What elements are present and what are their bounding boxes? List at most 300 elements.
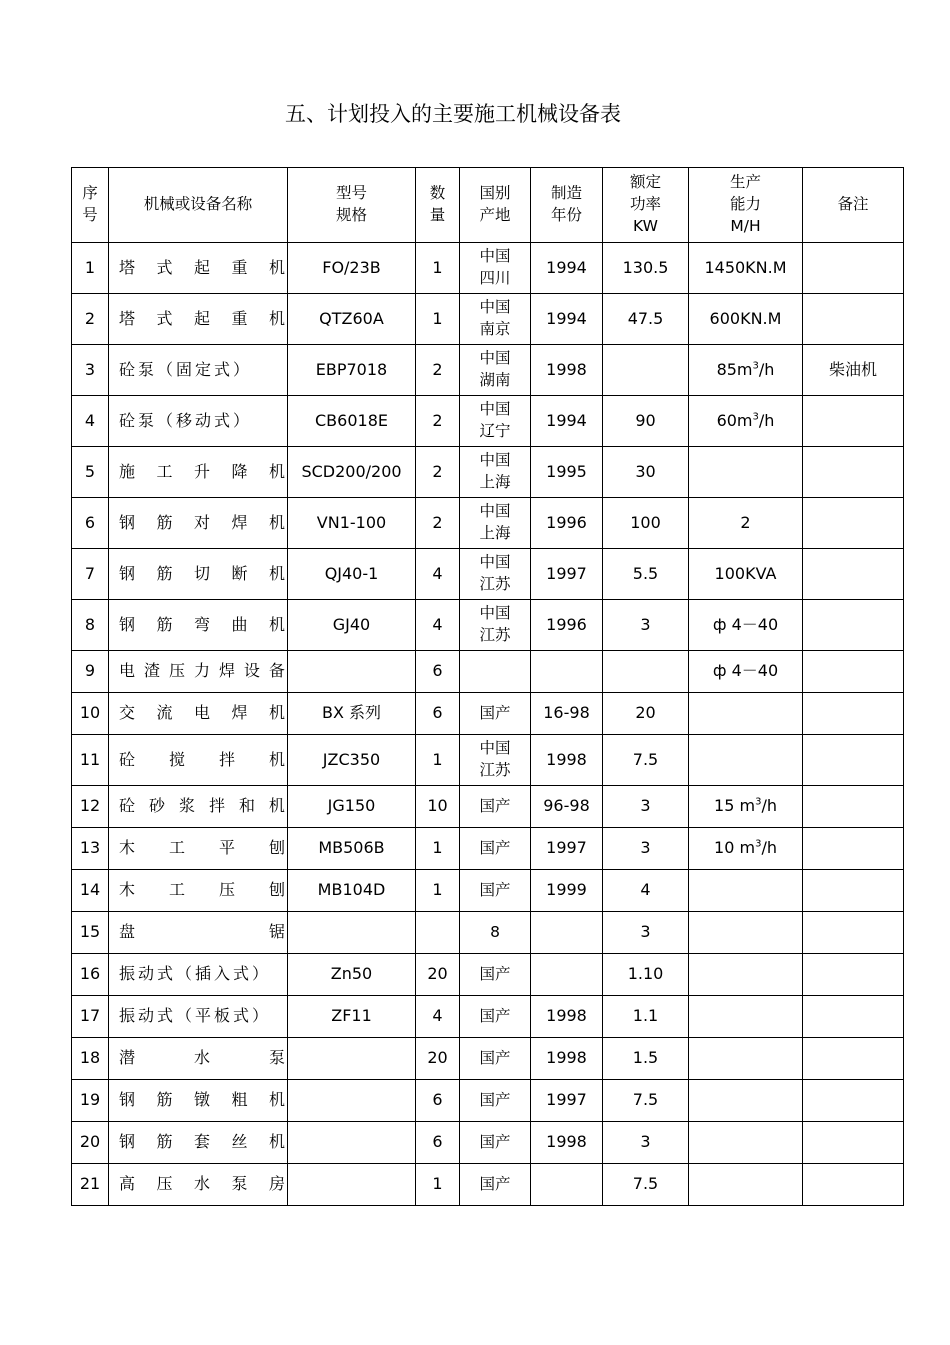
capacity-value: 60m [716, 410, 753, 430]
row-remark [803, 549, 904, 600]
name-char: 钢 [119, 1132, 136, 1152]
row-origin [460, 345, 531, 396]
row-equipment-name [109, 600, 288, 651]
name-char: 设 [243, 661, 260, 681]
row-capacity [689, 786, 803, 828]
row-year: 1998 [531, 345, 603, 396]
row-equipment-name [109, 1164, 288, 1206]
name-char: 水 [193, 1048, 210, 1068]
table-row [72, 549, 904, 600]
row-remark [803, 1122, 904, 1164]
row-remark [803, 243, 904, 294]
row-capacity [689, 954, 803, 996]
name-char: 起 [193, 308, 210, 328]
name-char: 焊 [218, 661, 235, 681]
row-origin [460, 996, 531, 1038]
row-power: 3 [603, 786, 689, 828]
name-char: 筋 [156, 1132, 173, 1152]
row-qty: 6 [416, 693, 460, 735]
origin-line: 中国 [479, 400, 511, 419]
header-origin: 国别 产地 [460, 168, 531, 243]
page-title: 五、计划投入的主要施工机械设备表 [285, 102, 621, 126]
row-model [288, 1164, 416, 1206]
row-year: 1998 [531, 996, 603, 1038]
name-char: 钢 [119, 512, 136, 532]
row-model [288, 1080, 416, 1122]
row-year: 1997 [531, 549, 603, 600]
row-power: 7.5 [603, 1164, 689, 1206]
row-equipment-name [109, 447, 288, 498]
row-year: 16-98 [531, 693, 603, 735]
name-char: 式 [156, 257, 173, 277]
equipment-name-text [119, 512, 285, 534]
equipment-name-text [119, 1131, 285, 1153]
row-origin [460, 693, 531, 735]
origin-line: 江苏 [479, 626, 511, 644]
capacity-value: 15 m [714, 796, 756, 816]
row-model: QTZ60A [288, 294, 416, 345]
row-seq: 2 [72, 294, 109, 345]
name-char: 机 [268, 796, 285, 816]
row-equipment-name [109, 870, 288, 912]
name-char: 镦 [193, 1090, 210, 1110]
row-origin [460, 447, 531, 498]
row-power: 7.5 [603, 1080, 689, 1122]
capacity-value: 100KVA [714, 563, 777, 583]
name-char: 筋 [156, 614, 173, 634]
table-row [72, 1164, 904, 1206]
name-char: 塔 [119, 308, 136, 328]
row-equipment-name [109, 954, 288, 996]
capacity-unit: /h [758, 359, 775, 379]
name-char: 房 [268, 1174, 285, 1194]
row-power: 7.5 [603, 735, 689, 786]
row-seq: 12 [72, 786, 109, 828]
row-capacity [689, 870, 803, 912]
name-char: 钢 [119, 614, 136, 634]
table-row [72, 651, 904, 693]
origin-line: 国产 [479, 838, 511, 857]
row-qty: 1 [416, 735, 460, 786]
row-power: 90 [603, 396, 689, 447]
name-char: 砼泵（固定式） [119, 359, 253, 379]
row-equipment-name [109, 294, 288, 345]
row-model: MB104D [288, 870, 416, 912]
name-char: 丝 [231, 1132, 248, 1152]
name-char: 渣 [143, 661, 160, 681]
row-power: 30 [603, 447, 689, 498]
row-qty: 1 [416, 1164, 460, 1206]
header-capacity: 生产 能力 M/H [689, 168, 803, 243]
name-char: 机 [268, 563, 285, 583]
row-origin [460, 954, 531, 996]
origin-line: 四川 [479, 269, 511, 287]
row-origin [460, 828, 531, 870]
capacity-unit: /h [761, 838, 777, 858]
row-model [288, 1038, 416, 1080]
origin-line: 中国 [479, 247, 511, 266]
row-seq: 6 [72, 498, 109, 549]
row-equipment-name [109, 1038, 288, 1080]
name-char: 木 [119, 880, 136, 900]
origin-line: 国产 [479, 1174, 511, 1193]
row-qty: 2 [416, 345, 460, 396]
row-equipment-name [109, 996, 288, 1038]
origin-line: 中国 [479, 502, 511, 521]
row-remark [803, 447, 904, 498]
name-char: 焊 [231, 703, 248, 723]
row-origin [460, 912, 531, 954]
capacity-exponent: 3 [755, 838, 762, 850]
row-capacity [689, 996, 803, 1038]
capacity-value: 2 [740, 512, 751, 532]
row-power [603, 651, 689, 693]
name-char: 力 [193, 661, 210, 681]
row-power: 3 [603, 912, 689, 954]
header-power: 额定 功率 KW [603, 168, 689, 243]
name-char: 木 [119, 838, 136, 858]
row-equipment-name [109, 786, 288, 828]
name-char: 泵 [231, 1174, 248, 1194]
origin-line: 国产 [479, 964, 511, 983]
name-char: 振动式（平板式） [119, 1006, 272, 1026]
row-year: 1996 [531, 600, 603, 651]
row-remark [803, 870, 904, 912]
row-year: 1997 [531, 1080, 603, 1122]
row-year: 1996 [531, 498, 603, 549]
origin-line: 国产 [479, 796, 511, 815]
name-char: 重 [231, 308, 248, 328]
origin-line: 南京 [479, 320, 511, 338]
row-model [288, 912, 416, 954]
row-year [531, 912, 603, 954]
name-char: 压 [218, 880, 235, 900]
table-row [72, 1122, 904, 1164]
name-char: 压 [168, 661, 185, 681]
row-power: 4 [603, 870, 689, 912]
row-model: JZC350 [288, 735, 416, 786]
row-model: CB6018E [288, 396, 416, 447]
equipment-name-text [119, 660, 285, 682]
name-char: 粗 [231, 1090, 248, 1110]
name-char: 机 [268, 257, 285, 277]
name-char: 重 [231, 257, 248, 277]
name-char: 拌 [218, 749, 235, 769]
row-seq: 13 [72, 828, 109, 870]
row-model: SCD200/200 [288, 447, 416, 498]
name-char: 砂 [148, 796, 165, 816]
row-equipment-name [109, 498, 288, 549]
name-char: 机 [268, 614, 285, 634]
origin-line: 湖南 [479, 371, 511, 389]
row-seq: 14 [72, 870, 109, 912]
row-origin [460, 651, 531, 693]
row-remark [803, 1080, 904, 1122]
origin-line: 中国 [479, 298, 511, 317]
row-model: ZF11 [288, 996, 416, 1038]
row-capacity [689, 651, 803, 693]
table-row [72, 447, 904, 498]
row-capacity [689, 498, 803, 549]
row-seq: 11 [72, 735, 109, 786]
row-remark [803, 396, 904, 447]
row-qty: 4 [416, 600, 460, 651]
row-equipment-name [109, 345, 288, 396]
row-capacity [689, 600, 803, 651]
name-char: 砼 [119, 796, 136, 816]
equipment-name-text [119, 879, 285, 901]
row-capacity [689, 828, 803, 870]
name-char: 机 [268, 749, 285, 769]
row-seq: 7 [72, 549, 109, 600]
table-body [72, 243, 904, 1206]
row-year: 1994 [531, 396, 603, 447]
equipment-name-text [119, 308, 285, 330]
row-capacity [689, 396, 803, 447]
row-origin [460, 1080, 531, 1122]
row-capacity [689, 294, 803, 345]
name-char: 钢 [119, 563, 136, 583]
header-name: 机械或设备名称 [109, 168, 288, 243]
name-char: 和 [238, 796, 255, 816]
equipment-name-text [119, 963, 285, 985]
row-equipment-name [109, 651, 288, 693]
name-char: 电 [193, 703, 210, 723]
row-origin [460, 498, 531, 549]
capacity-value: ф 4－40 [712, 614, 779, 634]
row-origin [460, 1122, 531, 1164]
row-remark [803, 996, 904, 1038]
equipment-table [71, 167, 904, 1206]
row-remark [803, 828, 904, 870]
row-equipment-name [109, 1080, 288, 1122]
row-year: 1998 [531, 1038, 603, 1080]
origin-line: 国产 [479, 1048, 511, 1067]
header-qty: 数 量 [416, 168, 460, 243]
row-seq: 4 [72, 396, 109, 447]
row-model: GJ40 [288, 600, 416, 651]
table-row [72, 1038, 904, 1080]
row-qty: 4 [416, 996, 460, 1038]
row-remark: 柴油机 [803, 345, 904, 396]
equipment-name-text [119, 1047, 285, 1069]
row-remark [803, 294, 904, 345]
row-seq: 20 [72, 1122, 109, 1164]
table-row [72, 345, 904, 396]
row-remark [803, 693, 904, 735]
row-model: QJ40-1 [288, 549, 416, 600]
row-capacity [689, 1080, 803, 1122]
origin-line: 中国 [479, 349, 511, 368]
name-char: 工 [168, 880, 185, 900]
origin-line: 8 [490, 922, 500, 941]
row-seq: 16 [72, 954, 109, 996]
row-year: 96-98 [531, 786, 603, 828]
row-remark [803, 912, 904, 954]
row-year: 1998 [531, 1122, 603, 1164]
name-char: 机 [268, 1132, 285, 1152]
name-char: 筋 [156, 512, 173, 532]
row-seq: 15 [72, 912, 109, 954]
name-char: 锯 [268, 922, 285, 942]
table-row [72, 396, 904, 447]
row-origin [460, 786, 531, 828]
row-year: 1998 [531, 735, 603, 786]
row-power: 5.5 [603, 549, 689, 600]
origin-line: 江苏 [479, 575, 511, 593]
capacity-exponent: 3 [752, 411, 759, 423]
name-char: 焊 [231, 512, 248, 532]
row-capacity [689, 549, 803, 600]
table-row [72, 1080, 904, 1122]
header-model: 型号 规格 [288, 168, 416, 243]
row-seq: 19 [72, 1080, 109, 1122]
row-model: BX 系列 [288, 693, 416, 735]
name-char: 电 [119, 661, 136, 681]
row-equipment-name [109, 912, 288, 954]
row-origin [460, 600, 531, 651]
row-seq: 10 [72, 693, 109, 735]
row-seq: 18 [72, 1038, 109, 1080]
name-char: 切 [193, 563, 210, 583]
name-char: 对 [193, 512, 210, 532]
table-row [72, 498, 904, 549]
row-remark [803, 1038, 904, 1080]
row-equipment-name [109, 396, 288, 447]
row-capacity [689, 693, 803, 735]
name-char: 压 [156, 1174, 173, 1194]
row-origin [460, 549, 531, 600]
row-qty: 6 [416, 1080, 460, 1122]
row-year: 1997 [531, 828, 603, 870]
equipment-name-text [119, 410, 285, 432]
name-char: 降 [231, 461, 248, 481]
name-char: 流 [156, 703, 173, 723]
capacity-unit: /h [758, 410, 775, 430]
row-qty: 6 [416, 1122, 460, 1164]
name-char: 拌 [208, 796, 225, 816]
row-remark [803, 498, 904, 549]
row-qty: 1 [416, 294, 460, 345]
origin-line: 江苏 [479, 761, 511, 779]
table-row [72, 954, 904, 996]
equipment-name-text [119, 702, 285, 724]
equipment-name-text [119, 795, 285, 817]
row-power: 3 [603, 600, 689, 651]
row-equipment-name [109, 1122, 288, 1164]
origin-line: 国产 [479, 1006, 511, 1025]
table-row [72, 693, 904, 735]
equipment-name-text [119, 1173, 285, 1195]
equipment-name-text [119, 359, 285, 381]
name-char: 浆 [178, 796, 195, 816]
name-char: 曲 [231, 614, 248, 634]
row-capacity [689, 912, 803, 954]
row-qty [416, 912, 460, 954]
header-year: 制造 年份 [531, 168, 603, 243]
row-capacity [689, 243, 803, 294]
row-power: 1.1 [603, 996, 689, 1038]
row-capacity [689, 345, 803, 396]
origin-line: 国产 [479, 1090, 511, 1109]
origin-line: 国产 [479, 880, 511, 899]
equipment-name-text [119, 257, 285, 279]
table-row [72, 600, 904, 651]
row-origin [460, 870, 531, 912]
row-remark [803, 786, 904, 828]
origin-line: 中国 [479, 739, 511, 758]
row-qty: 2 [416, 396, 460, 447]
row-qty: 20 [416, 954, 460, 996]
row-seq: 17 [72, 996, 109, 1038]
equipment-name-text [119, 749, 285, 771]
origin-line: 国产 [479, 703, 511, 722]
name-char: 泵 [268, 1048, 285, 1068]
table-row [72, 996, 904, 1038]
name-char: 套 [193, 1132, 210, 1152]
name-char: 机 [268, 512, 285, 532]
name-char: 振动式（插入式） [119, 964, 272, 984]
row-origin [460, 396, 531, 447]
row-qty: 4 [416, 549, 460, 600]
equipment-name-text [119, 461, 285, 483]
table-row [72, 786, 904, 828]
capacity-value: 1450KN.M [704, 257, 787, 277]
row-year: 1999 [531, 870, 603, 912]
name-char: 升 [193, 461, 210, 481]
row-power: 3 [603, 828, 689, 870]
row-power: 1.5 [603, 1038, 689, 1080]
name-char: 平 [218, 838, 235, 858]
name-char: 盘 [119, 922, 136, 942]
name-char: 施 [119, 461, 136, 481]
name-char: 机 [268, 308, 285, 328]
equipment-name-text [119, 837, 285, 859]
row-model: EBP7018 [288, 345, 416, 396]
row-capacity [689, 735, 803, 786]
name-char: 潜 [119, 1048, 136, 1068]
table-row [72, 912, 904, 954]
row-year [531, 651, 603, 693]
name-char: 起 [193, 257, 210, 277]
row-model: FO/23B [288, 243, 416, 294]
row-remark [803, 735, 904, 786]
capacity-value: 600KN.M [709, 308, 782, 328]
origin-line: 国产 [479, 1132, 511, 1151]
name-char: 工 [156, 461, 173, 481]
capacity-value: 10 m [714, 838, 756, 858]
name-char: 式 [156, 308, 173, 328]
name-char: 搅 [168, 749, 185, 769]
header-remark: 备注 [803, 168, 904, 243]
row-year: 1995 [531, 447, 603, 498]
capacity-exponent: 3 [752, 360, 759, 372]
row-origin [460, 243, 531, 294]
table-row [72, 243, 904, 294]
row-seq: 9 [72, 651, 109, 693]
name-char: 备 [268, 661, 285, 681]
capacity-value: ф 4－40 [712, 661, 779, 681]
row-qty: 20 [416, 1038, 460, 1080]
row-equipment-name [109, 735, 288, 786]
capacity-exponent: 3 [755, 796, 762, 808]
row-origin [460, 294, 531, 345]
origin-line: 辽宁 [479, 422, 511, 440]
row-remark [803, 600, 904, 651]
row-origin [460, 735, 531, 786]
name-char: 交 [119, 703, 136, 723]
row-qty: 2 [416, 498, 460, 549]
